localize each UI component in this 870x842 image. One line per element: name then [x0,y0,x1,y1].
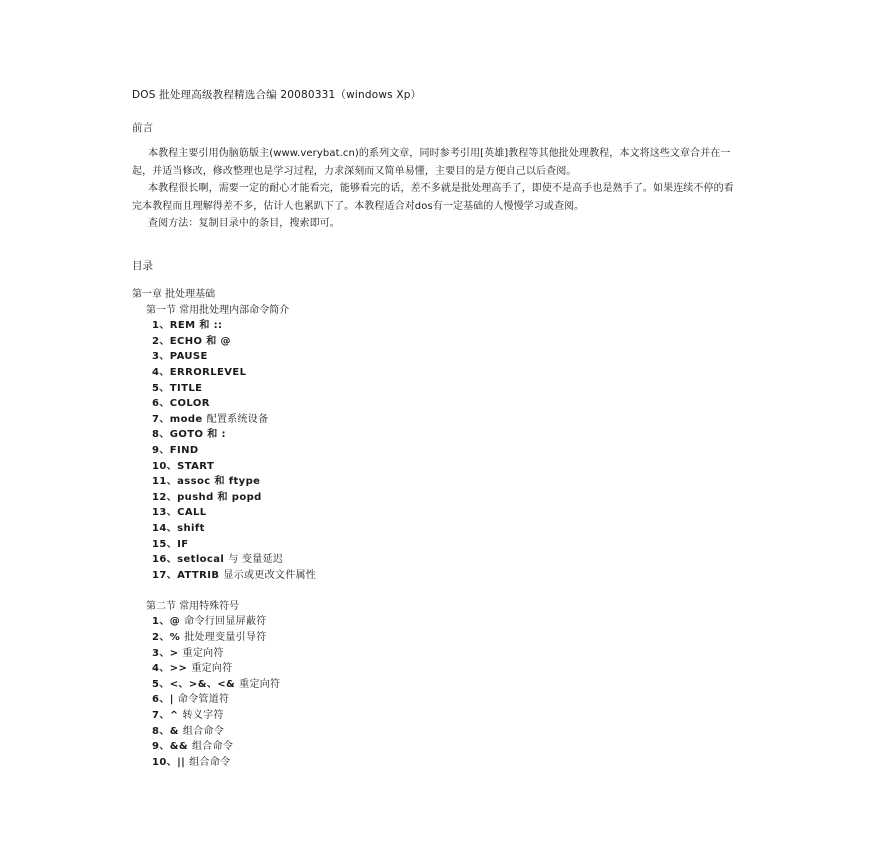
toc-item [132,412,316,428]
toc-item-label: 3、> [152,647,179,659]
toc-item-label: 3、PAUSE [152,351,208,363]
toc-item [132,459,316,475]
toc-item-label: 4、ERRORLEVEL [152,366,247,378]
toc-item [132,552,316,568]
toc-item-description: 转义字符 [182,709,224,721]
toc-item-label: 2、% [152,631,181,643]
toc-item-label: 11、assoc 和 ftype [152,476,261,488]
toc-item [132,474,316,490]
toc-item-label: 15、IF [152,538,189,550]
toc-item-description: 组合命令 [192,741,234,753]
preface-paragraph: 本教程主要引用伪脑筋版主(www.verybat.cn)的系列文章，同时参考引用[英雄]教程等其他批处理教程，本文将这些文章合并在一起，并适当修改，修改整理也是学习过程，力求深刻而又简单易懂，主要目的是方便自己以后查阅。 [132,148,731,177]
toc-item [132,630,316,646]
toc-item-description: 显示或更改文件属性 [223,569,317,581]
toc-item-label: 1、REM 和 :: [152,320,223,332]
toc-item [132,505,316,521]
toc-item-label: 6、COLOR [152,398,210,410]
toc-item [132,537,316,553]
toc-heading: 目录 [132,260,153,272]
toc-item-label: 12、pushd 和 popd [152,491,262,503]
toc-item [132,614,316,630]
toc-item-description: 配置系统设备 [206,413,269,425]
toc-item [132,661,316,677]
toc-item [132,334,316,350]
toc-item [132,381,316,397]
section-title: 第二节 常用特殊符号 [146,600,240,612]
toc-item-description: 命令行回显屏蔽符 [184,616,267,628]
section2-list [132,614,316,770]
toc-item-description: 重定向符 [239,678,281,690]
toc-item-label: 4、>> [152,663,188,675]
toc-item-label: 9、FIND [152,444,199,456]
spacer [132,583,316,599]
toc-item-label: 13、CALL [152,507,207,519]
toc-item [132,490,316,506]
section-title: 第一节 常用批处理内部命令简介 [146,304,290,316]
preface-paragraph: 本教程很长啊，需要一定的耐心才能看完，能够看完的话，差不多就是批处理高手了，即使不是高手也是熟手了。如果连续不停的看完本教程而且理解得差不多，估计人也累趴下了。本教程适合对dos有一定基础的人慢慢学习或查阅。 [132,183,734,212]
toc-item [132,739,316,755]
toc-item-description: 重定向符 [191,663,233,675]
toc-item [132,724,316,740]
preface-heading: 前言 [132,122,153,134]
document-title: DOS 批处理高级教程精选合编 20080331（windows Xp） [132,89,422,101]
section1-list [132,318,316,583]
table-of-contents [132,287,316,770]
toc-item-label: 7、mode [152,413,203,425]
toc-item-label: 7、^ [152,709,179,721]
toc-item [132,521,316,537]
toc-item-label: 1、@ [152,616,181,628]
toc-item-label: 6、| [152,694,174,706]
toc-item-description: 重定向符 [182,647,224,659]
toc-item-label: 9、&& [152,741,188,753]
toc-item-label: 10、START [152,460,215,472]
toc-item [132,568,316,584]
toc-item-description: 与 变量延迟 [228,554,284,566]
toc-item-description: 命令管道符 [177,694,230,706]
toc-item-label: 10、|| [152,756,186,768]
toc-item-label: 2、ECHO 和 @ [152,335,231,347]
toc-item-label: 17、ATTRIB [152,569,220,581]
toc-item [132,396,316,412]
toc-item [132,349,316,365]
toc-item [132,318,316,334]
toc-item [132,677,316,693]
toc-item [132,427,316,443]
toc-item [132,365,316,381]
preface-body [132,145,742,233]
toc-item-description: 组合命令 [182,725,225,737]
toc-item-description: 批处理变量引导符 [184,631,267,643]
toc-item-label: 8、& [152,725,179,737]
toc-item-label: 8、GOTO 和 : [152,429,226,441]
toc-item-label: 5、<、>&、<& [152,678,236,690]
toc-item [132,692,316,708]
toc-item [132,443,316,459]
chapter-title: 第一章 批处理基础 [132,289,216,300]
toc-item-label: 5、TITLE [152,382,203,394]
toc-item-description: 组合命令 [189,756,231,768]
toc-item-label: 16、setlocal [152,554,225,566]
preface-paragraph: 查阅方法：复制目录中的条目，搜索即可。 [148,218,340,229]
toc-item [132,708,316,724]
toc-item-label: 14、shift [152,522,205,534]
toc-item [132,755,316,771]
toc-item [132,646,316,662]
